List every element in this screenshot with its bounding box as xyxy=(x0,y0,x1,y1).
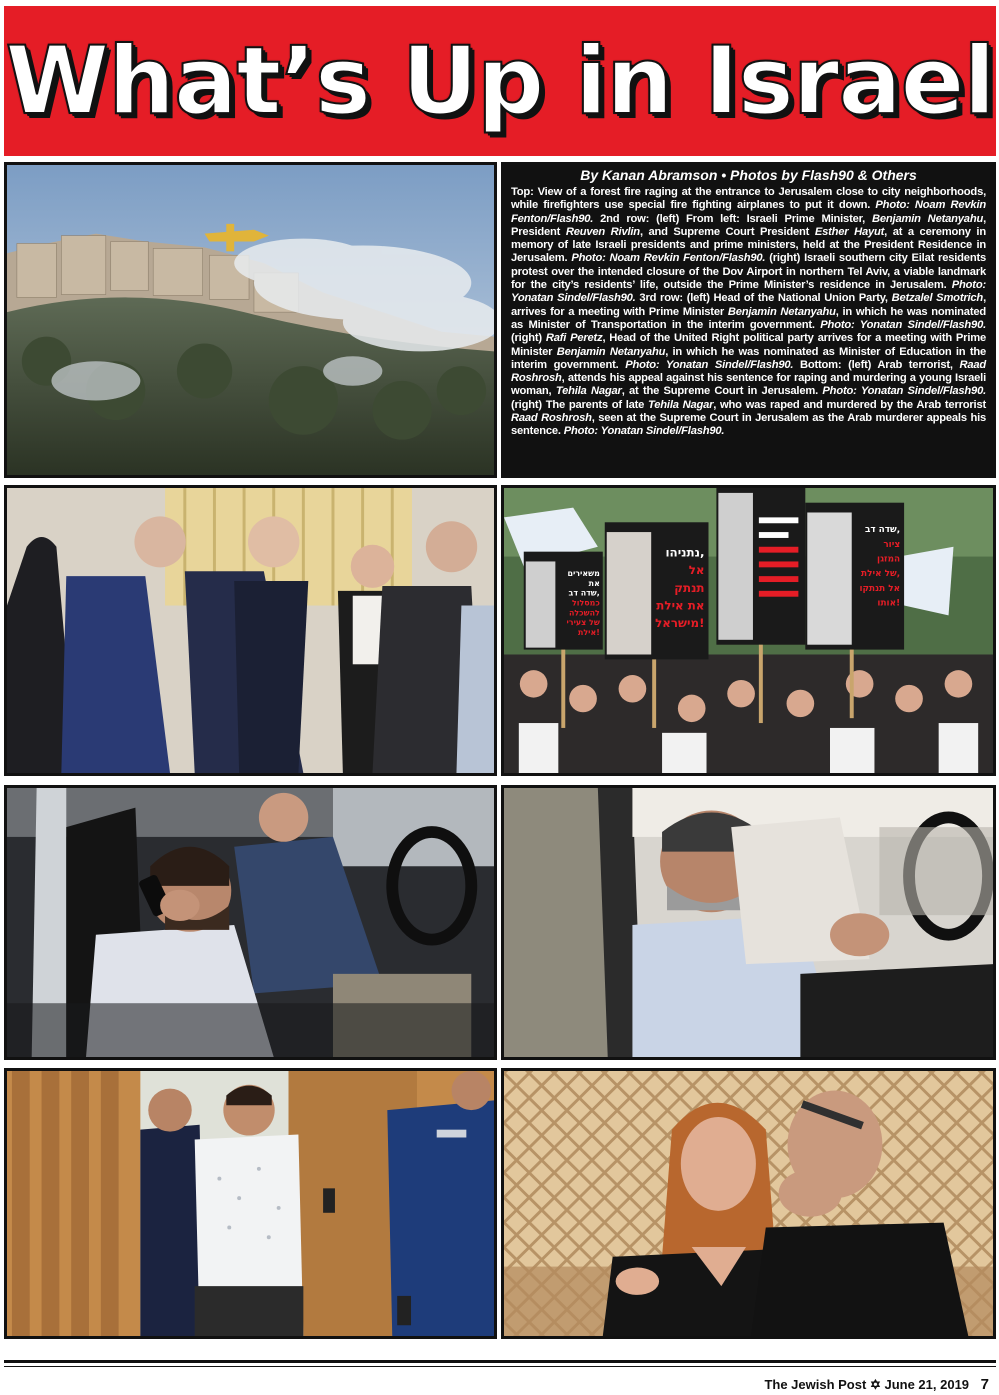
page-title: What’s Up in Israel xyxy=(5,26,995,136)
protest-sign-1-line-1: משאירים xyxy=(567,569,600,579)
page-footer xyxy=(764,1376,989,1393)
caption-emphasis: Tehila Nagar xyxy=(648,398,714,411)
protest-sign-3-line-4: של אילת, xyxy=(861,569,901,580)
caption-segment: , at a ceremony in memory of late Israeli presidents and prime ministers, held at the President Residence in Jerusalem. xyxy=(511,225,986,265)
caption-segment: , President xyxy=(511,212,987,238)
caption-emphasis: Reuven Rivlin xyxy=(565,225,640,238)
star-of-david-icon: ✡ xyxy=(869,1377,881,1392)
caption-emphasis: Benjamin Netanyahu xyxy=(727,305,836,318)
byline: By Kanan Abramson • Photos by Flash90 & Others xyxy=(580,167,917,183)
page-number: 7 xyxy=(980,1376,989,1393)
protest-sign-1-line-3: שדה דב, xyxy=(568,588,600,598)
memorial-ceremony-photo xyxy=(4,485,497,776)
caption-segment: , who was raped and murdered by the Arab terrorist xyxy=(713,398,986,411)
roshrosh-court-photo xyxy=(4,1068,497,1339)
caption-segment: , arrives for a meeting with Prime Minister xyxy=(511,292,986,318)
caption-segment: , attends his appeal against his sentence for raping and murdering a young Israeli woman, xyxy=(511,372,986,398)
issue-date: June 21, 2019 xyxy=(884,1377,970,1392)
publication-name: The Jewish Post xyxy=(764,1377,867,1392)
peretz-car-photo xyxy=(501,785,996,1060)
caption-segment: Top: View of a forest fire raging at the entrance to Jerusalem close to city neighborhoods, while firefighters use special fire fighting airplanes to put it down. xyxy=(511,186,986,212)
caption-segment: , seen at the Supreme Court in Jerusalem as the Arab murderer appeals his sentence. xyxy=(511,412,987,438)
caption-segment: 2nd row: (left) From left: Israeli Prime Minister, xyxy=(593,212,872,225)
caption-segment: , at the Supreme Court in Jerusalem. xyxy=(621,385,823,398)
caption-emphasis: Tehila Nagar xyxy=(555,385,622,398)
protest-sign-2-line-5: מישראל! xyxy=(655,616,705,631)
protest-sign-3-line-3: המזגן xyxy=(877,554,901,565)
footer-rule-thin xyxy=(4,1366,996,1367)
caption-segment: , in which he was nominated as Minister of Education in the interim government. xyxy=(511,345,986,371)
caption-emphasis: Raad Roshrosh xyxy=(511,358,987,385)
masthead-banner xyxy=(4,6,996,156)
caption-segment: , in which he was nominated as Minister of Transportation in the interim government. xyxy=(511,305,986,331)
protest-sign-1-line-7: אילת! xyxy=(577,627,600,637)
forest-fire-photo xyxy=(4,162,497,478)
caption-emphasis: Photo: Yonatan Sindel/Flash90. xyxy=(822,385,986,398)
caption-emphasis: Betzalel Smotrich xyxy=(891,292,984,305)
caption-segment: (right) xyxy=(511,332,546,345)
caption-emphasis: Benjamin Netanyahu xyxy=(556,345,666,358)
caption-segment: (right) The parents of late xyxy=(511,398,649,411)
caption-emphasis: Photo: Yonatan Sindel/Flash90. xyxy=(820,318,987,331)
nagar-parents-photo xyxy=(501,1068,996,1339)
caption-emphasis: Photo: Noam Revkin Fenton/Flash90. xyxy=(571,252,766,265)
caption-segment: Bottom: (left) Arab terrorist, xyxy=(793,358,960,371)
eilat-protest-photo xyxy=(501,485,996,776)
caption-emphasis: Esther Hayut xyxy=(814,225,885,238)
caption-segment: , and Supreme Court President xyxy=(639,225,815,238)
caption-emphasis: Photo: Yonatan Sindel/Flash90. xyxy=(625,358,794,371)
caption-emphasis: Photo: Noam Revkin Fenton/Flash90. xyxy=(511,199,986,225)
caption-segment: 3rd row: (left) Head of the National Union Party, xyxy=(635,292,892,305)
caption-emphasis: Photo: Yonatan Sindel/Flash90. xyxy=(511,279,986,305)
protest-sign-1-line-5: להשכלה xyxy=(568,608,600,618)
footer-rule xyxy=(4,1360,996,1363)
protest-sign-2-line-4: את אילת xyxy=(656,598,705,613)
protest-sign-3-line-1: שדה דב, xyxy=(864,525,901,536)
protest-sign-2-line-1: נתניהו, xyxy=(665,545,705,560)
caption-emphasis: Rafi Peretz xyxy=(545,332,603,345)
protest-sign-2-line-2: אל xyxy=(688,563,705,578)
caption-emphasis: Raad Roshrosh xyxy=(511,412,592,425)
protest-sign-1-line-2: את xyxy=(588,578,600,588)
protest-sign-1-line-6: של צעירי xyxy=(566,618,600,628)
protest-sign-3-line-6: אותו! xyxy=(877,598,901,609)
protest-sign-3-line-5: אל תנתקו xyxy=(859,583,901,594)
protest-sign-2-line-3: תנתק xyxy=(674,580,705,595)
caption-emphasis: Benjamin Netanyahu xyxy=(872,212,984,225)
caption-emphasis: Photo: Yonatan Sindel/Flash90. xyxy=(563,425,725,438)
caption-segment: , Head of the United Right political party arrives for a meeting with Prime Minister xyxy=(511,332,986,358)
protest-sign-3-line-2: ציור xyxy=(883,539,901,550)
caption-text xyxy=(511,186,986,439)
protest-sign-1-line-4: כמסלול xyxy=(572,598,600,608)
caption-segment: (right) Israeli southern city Eilat residents protest over the intended closure of the Dov Airport in northern Tel Aviv, a viable landmark for the city’s residents’ life, outside the Prime Minister’s residence in Jerusalem. xyxy=(511,252,987,292)
photo-captions xyxy=(501,162,996,478)
smotrich-car-photo xyxy=(4,785,497,1060)
